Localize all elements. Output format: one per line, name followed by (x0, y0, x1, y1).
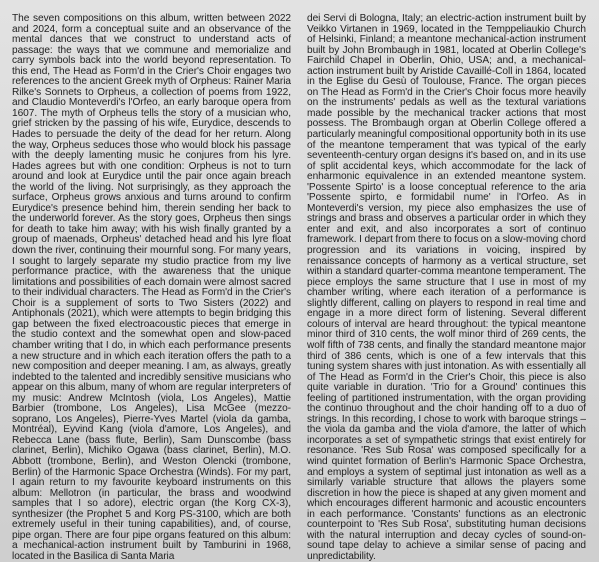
right-column-paragraph: dei Servi di Bologna, Italy; an electric-action instrument built by Veikko Virtanen in 1969, located in the Temppeliaukio Church of Helsinki, Finland; a meantone mechanical-action instrument built by John Brombaugh in 1981, located at Oberlin College's Fairchild Chapel in Oberlin, Ohio, USA; and, a mechanical-action instrument built by Aristide Cavaillé-Coll in 1864, located in the Eglise du Gesù of Toulouse, France. The organ pieces on The Head as Form'd in the Crier's Choir focus more heavily on the instruments' pedals as well as the textural variations made possible by the mechanical tracker actions that most possess. The Brombaugh organ at Oberlin College offered a particularly meaningful compositional opportunity both in its use of the meantone temperament that was typical of the early seventeenth-century organ designs it's based on, and in its use of split accidental keys, which accommodate for the lack of enharmonic equivalence in an extended meantone system. 'Possente Spirto' is a loose conceptual reference to the aria 'Possente spirto, e formidabil nume' in l'Orfeo. As in Monteverdi's version, my piece also emphasizes the use of strings and brass and observes a particular order in which they enter and exit, and also incorporates a sort of continuo framework. I depart from there to focus on a slow-moving chord progression and its variations in voicing, inspired by renaissance concepts of harmony as a vertical structure, set within a standard quarter-comma meantone temperament. The piece employs the same structure that I use in most of my chamber writing, where each iteration of a performance is slightly different, calling on players to respond in real time and engage in a more direct form of listening. Several different colours of interval are heard throughout: the typical meantone minor third of 310 cents, the wolf minor third of 269 cents, the wolf fifth of 738 cents, and finally the standard meantone major third of 386 cents, which is one of a few intervals that this tuning system shares with just intonation. As with essentially all of The Head as Form'd in the Crier's Choir, this piece is also quite variable in duration. 'Trio for a Ground' continues this feeling of partitioned instrumentation, with the organ providing the continuo throughout and the choir handing off to a duo of strings. In this recording, I chose to work with baroque strings – the viola da gamba and the viola d'amore, the latter of which incorporates a set of sympathetic strings that exist entirely for resonance. 'Res Sub Rosa' was composed specifically for a wind quintet formation of Berlin's Harmonic Space Orchestra, and employs a system of septimal just intonation as well as a similarly variable structure that allows the players some discretion in how the piece is shaped at any given moment and which encourages different harmonic and acoustic encounters in each performance. 'Constants' functions as an electronic counterpoint to 'Res Sub Rosa', substituting human decisions with the natural interruption and decay cycles of sound-on-sound tape delay to achieve a similar sense of pacing and unpredictability. (307, 13, 586, 562)
right-text-column (307, 13, 586, 562)
left-text-column (12, 13, 291, 562)
left-column-paragraph: The seven compositions on this album, written between 2022 and 2024, form a conceptual suite and an observance of the mental dances that we construct to understand acts of passage: the ways that we commune and memorialize and carry symbols back into the world beyond representation. To this end, The Head as Form'd in the Crier's Choir engages two references to the ancient Greek myth of Orpheus: Rainer Maria Rilke's Sonnets to Orpheus, a collection of poems from 1922, and Claudio Monteverdi's l'Orfeo, an early baroque opera from 1607. The myth of Orpheus tells the story of a musician who, grief stricken by the passing of his wife, Eurydice, descends to Hades to persuade the deity of the dead for her return. Along the way, Orpheus seduces those who would block his passage with the deeply lamenting music he conjures from his lyre. Hades agrees but with one condition: Orpheus is not to turn around and look at Eurydice until the pair once again breach the world of the living. Not surprisingly, as they approach the surface, Orpheus grows anxious and turns around to confirm Eurydice's presence behind him, therein sending her back to the underworld forever. As the story goes, Orpheus then sings for death to take him away; with his wish finally granted by a group of maenads, Orpheus' detached head and his lyre float down the river, continuing their mournful song. For many years, I sought to largely separate my studio practice from my live performance practice, with the awareness that the unique limitations and possibilities of each domain were almost sacred to their individual characters. The Head as Form'd in the Crier's Choir is a supplement of sorts to Two Sisters (2022) and Antiphonals (2021), which were attempts to begin bridging this gap between the fixed electroacoustic pieces that emerge in the studio context and the somewhat open and slow-paced chamber writing that I do, in which each performance presents a new structure and in which each iteration offers the path to a new composition and deeper meaning. I am, as always, greatly indebted to the talented and incredibly sensitive musicians who appear on this album, many of whom are regular interpreters of my music: Andrew McIntosh (viola, Los Angeles), Mattie Barbier (trombone, Los Angeles), Lisa McGee (mezzo-soprano, Los Angeles), Pierre-Yves Martel (viola da gamba, Montréal), Eyvind Kang (viola d'amore, Los Angeles), and Rebecca Lane (bass flute, Berlin), Sam Dunscombe (bass clarinet, Berlin), Michiko Ogawa (bass clarinet, Berlin), M.O. Abbott (trombone, Berlin), and Weston Olencki (trombone, Berlin) of the Harmonic Space Orchestra (Winds). For my part, I again return to my favourite keyboard instruments on this album: Mellotron (in particular, the brass and woodwind samples that I so adore), electric organ (the Korg CX-3), synthesizer (the Prophet 5 and Korg PS-3100, which are both extremely useful in their tuning capabilities), and, of course, pipe organ. There are four pipe organs featured on this album: a mechanical-action instrument built by Tamburini in 1968, located in the Basilica di Santa Maria (12, 13, 291, 562)
